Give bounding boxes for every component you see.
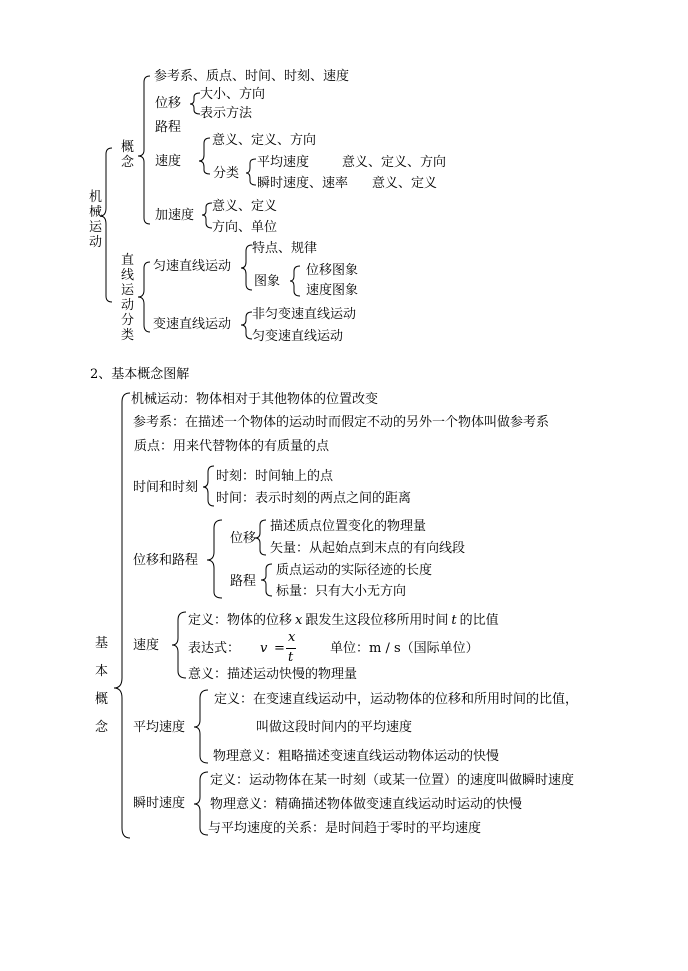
interval-text: 时间：表示时刻的两点之间的距离 xyxy=(216,491,412,506)
disp-label: 位移 xyxy=(230,531,257,546)
basic-root-label: 基本概念 xyxy=(94,636,108,735)
graph-a: 位移图象 xyxy=(306,263,359,278)
inst-def: 定义：运动物体在某一时刻（或某一位置）的速度叫做瞬时速度 xyxy=(210,773,575,788)
speed-v: v xyxy=(260,641,268,656)
speed-def-t: t xyxy=(451,613,457,628)
brace-disp xyxy=(255,520,266,555)
displacement-b: 表示方法 xyxy=(200,106,253,121)
path-b: 标量：只有大小无方向 xyxy=(276,584,407,599)
brace-dp xyxy=(207,520,222,598)
inst-label: 瞬时速度 xyxy=(133,796,186,811)
inst-speed-items: 意义、定义 xyxy=(372,176,438,191)
uniform-label: 匀速直线运动 xyxy=(153,259,232,274)
variable-b: 匀变速直线运动 xyxy=(252,329,344,344)
path-label: 路程 xyxy=(155,120,182,135)
concept-label: 概念 xyxy=(120,140,134,170)
uniform-features: 特点、规律 xyxy=(252,241,318,256)
avg-def-2: 叫做这段时间内的平均速度 xyxy=(256,720,413,735)
moment-text: 时刻：时间轴上的点 xyxy=(216,469,334,484)
brace-concept xyxy=(138,76,150,224)
classification-label: 直线运动分类 xyxy=(120,253,134,343)
brace-displacement xyxy=(190,93,200,114)
particle-text: 质点：用来代替物体的有质量的点 xyxy=(134,439,330,454)
speed-def-1: 定义：物体的位移 xyxy=(188,613,293,628)
section-title: 2、基本概念图解 xyxy=(90,367,190,382)
speed-def-x: x xyxy=(295,613,303,628)
time-label: 时间和时刻 xyxy=(133,480,199,495)
brace-speed2 xyxy=(172,612,186,678)
inst-rel: 与平均速度的关系：是时间趋于零时的平均速度 xyxy=(208,821,482,836)
brace-graph xyxy=(290,266,300,296)
avg-speed-label: 平均速度 xyxy=(257,155,310,170)
brace-classification xyxy=(138,262,150,332)
speed-eq: = xyxy=(274,641,285,656)
path-a: 质点运动的实际径迹的长度 xyxy=(276,563,433,578)
variable-a: 非匀变速直线运动 xyxy=(252,307,357,322)
accel-b: 方向、单位 xyxy=(212,220,278,235)
brace-avg xyxy=(194,690,208,763)
disp-b: 矢量：从起始点到末点的有向线段 xyxy=(270,541,466,556)
inst-speed-label: 瞬时速度、速率 xyxy=(257,176,349,191)
displacement-a: 大小、方向 xyxy=(200,87,266,102)
accel-label: 加速度 xyxy=(155,208,195,223)
brace-speed xyxy=(199,138,210,174)
speed-numerator: x xyxy=(288,630,296,645)
brace-inst xyxy=(194,772,208,835)
root-label: 机械运动 xyxy=(88,190,102,250)
brace-path xyxy=(261,564,272,596)
brace-category xyxy=(246,159,256,185)
brace-basic xyxy=(114,393,130,838)
variable-label: 变速直线运动 xyxy=(153,317,232,332)
brace-variable xyxy=(241,312,252,339)
graph-b: 速度图象 xyxy=(306,283,359,298)
graph-label: 图象 xyxy=(254,274,281,289)
avg-speed-items: 意义、定义、方向 xyxy=(342,155,447,170)
avg-label: 平均速度 xyxy=(133,720,186,735)
displacement-label: 位移 xyxy=(155,96,182,111)
speed-unit: 单位：m / s（国际单位） xyxy=(330,641,479,656)
speed-meaning2: 意义：描述运动快慢的物理量 xyxy=(188,667,358,682)
brace-time xyxy=(203,466,214,506)
speed-def xyxy=(188,613,499,628)
refsys-text: 参考系：在描述一个物体的运动时而假定不动的另外一个物体叫做参考系 xyxy=(133,415,550,430)
ref-text: 参考系、质点、时间、时刻、速度 xyxy=(154,69,350,84)
speed-label: 速度 xyxy=(155,154,182,169)
brace-uniform xyxy=(241,245,252,290)
speed-def-2: 跟发生这段位移所用时间 xyxy=(305,613,449,628)
speed-denominator: t xyxy=(288,650,294,665)
dp-label: 位移和路程 xyxy=(133,553,199,568)
speed-expr-label: 表达式： xyxy=(188,641,241,656)
avg-meaning: 物理意义：粗略描述变速直线运动物体运动的快慢 xyxy=(213,749,500,764)
brace-accel xyxy=(202,203,212,228)
speed2-label: 速度 xyxy=(133,638,160,653)
fraction-bar xyxy=(286,648,296,649)
inst-meaning: 物理意义：精确描述物体做变速直线运动时运动的快慢 xyxy=(210,797,523,812)
path2-label: 路程 xyxy=(230,574,257,589)
mech-text: 机械运动：物体相对于其他物体的位置改变 xyxy=(131,392,379,407)
disp-a: 描述质点位置变化的物理量 xyxy=(270,519,427,534)
accel-a: 意义、定义 xyxy=(212,199,278,214)
speed-meaning: 意义、定义、方向 xyxy=(212,133,317,148)
category-label: 分类 xyxy=(213,166,240,181)
speed-def-3: 的比值 xyxy=(459,613,499,628)
avg-def-1: 定义：在变速直线运动中，运动物体的位移和所用时间的比值， xyxy=(214,692,579,707)
